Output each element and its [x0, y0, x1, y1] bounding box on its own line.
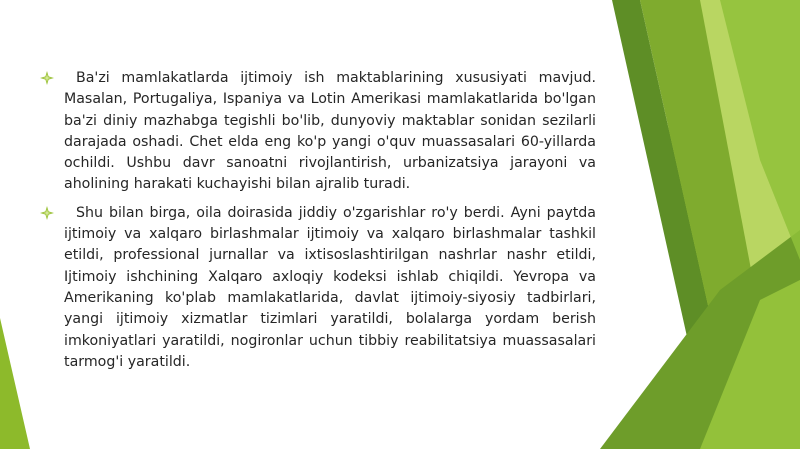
bullet-paragraph-2 [40, 203, 596, 373]
green-four-point-star-bullet-icon [40, 206, 54, 220]
slide-body [40, 68, 596, 380]
green-four-point-star-bullet-icon [40, 71, 54, 85]
paragraph-text: Ba'zi mamlakatlarda ijtimoiy ish maktablarining xususiyati mavjud. Masalan, Portugaliya, Ispaniya va Lotin Amerikasi mamlakatlarida bo'lgan ba'zi diniy mazhabga tegishli bo'lib, dunyoviy maktablar sonidan sezilarli darajada oshadi. Chet elda eng ko'p yangi o'quv muassasalari 60-yillarda ochildi. Ushbu davr sanoatni rivojlantirish, urbanizatsiya jarayoni va aholining harakati kuchayishi bilan ajralib turadi. [64, 70, 596, 193]
bullet-paragraph-1 [40, 68, 596, 196]
left-green-wedge [0, 318, 30, 449]
paragraph-text: Shu bilan birga, oila doirasida jiddiy o'zgarishlar ro'y berdi. Ayni paytda ijtimoiy va xalqaro birlashmalar ijtimoiy va xalqaro birlashmalar tashkil etildi, professional jurnallar va ixtisoslashtirilgan nashrlar nashr etildi, Ijtimoiy ishchining Xalqaro axloqiy kodeksi ishlab chiqildi. Yevropa va Amerikaning ko'plab mamlakatlarida, davlat ijtimoiy-siyosiy tadbirlari, yangi ijtimoiy xizmatlar tizimlari yaratildi, bolalarga yordam berish imkoniyatlari yaratildi, nogironlar uchun tibbiy reabilitatsiya muassasalari tarmog'i yaratildi. [64, 204, 596, 370]
